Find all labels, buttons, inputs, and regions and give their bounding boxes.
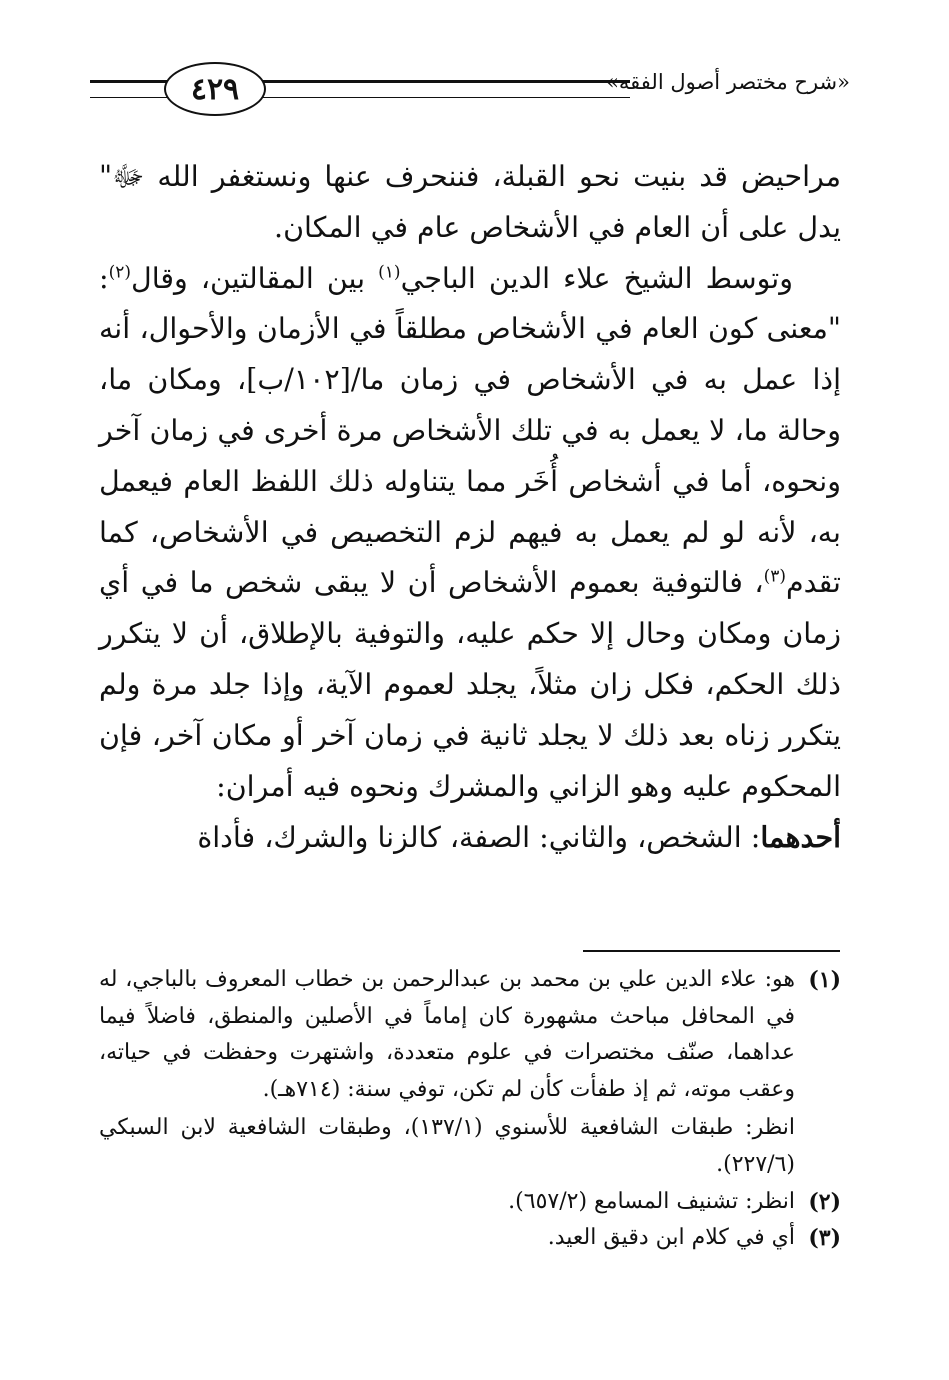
footnote-text [99,962,795,1184]
paragraph-2-part-b: بين المقالتين، وقال [131,261,379,295]
header-rule-left [90,80,168,98]
footnote-body: هو: علاء الدين علي بن محمد بن عبدالرحمن بن خطاب المعروف بالباجي، له في المحافل مباحث مشهورة كان إماماً في الأصلين والمنطق، فاضلاً فيما عداهما، صنّف مختصرات في علوم متعددة، واشتهرت وحفظت في حياته، وعقب موته، ثم إذ طفأت كأن لم تكن، توفي سنة: (٧١٤هـ). [99,967,795,1102]
running-title: «شرح مختصر أصول الفقه» [606,70,850,94]
main-text [99,152,841,864]
footnote-text [99,1184,795,1221]
footnotes [99,962,841,1257]
paragraph-3-rest: : الشخص، والثاني: الصفة، كالزنا والشرك، فأداة [197,821,761,855]
paragraph-3-lead: أحدهما [760,820,841,855]
footnote-text [99,1220,795,1257]
footnote-body: انظر: تشنيف المسامع (٦٥٧/٢). [508,1188,795,1214]
footnote-ref-3[interactable]: (٣) [763,566,787,587]
footnote-number: (٢) [808,1188,841,1215]
footnote-number: (١) [808,967,841,993]
footnote-separator [583,950,840,952]
footnote-ref-1[interactable]: (١) [378,262,401,283]
footnote-1 [99,962,841,1184]
footnote-3 [99,1220,841,1257]
footnote-ref-2[interactable]: (٢) [108,262,132,283]
footnote-body: أي في كلام ابن دقيق العيد. [547,1225,795,1251]
paragraph-2-part-a: وتوسط الشيخ علاء الدين الباجي [400,261,793,295]
footnote-continuation: انظر: طبقات الشافعية للأسنوي (١٣٧/١)، وطبقات الشافعية لابن السبكي (٢٢٧/٦). [99,1115,795,1177]
paragraph-2-part-d: ، فالتوفية بعموم الأشخاص أن لا يبقى شخص ما في أي زمان ومكان وحال إلا حكم عليه، والتوفية بالإطلاق، أن لا يتكرر ذلك الحكم، فكل زان مثلاً، يجلد لعموم الآية، وإذا جلد مرة ولم يتكرر زناه بعد ذلك لا يجلد ثانية في زمان آخر أو مكان آخر، فإن المحكوم عليه وهو الزاني والمشرك ونحوه فيه أمران: [99,566,841,803]
footnote-2 [99,1184,841,1221]
page-header [90,52,850,122]
footnote-number: (٣) [808,1225,841,1252]
paragraph-2-part-c: : "معنى كون العام في الأشخاص مطلقاً في الأزمان والأحوال، أنه إذا عمل به في الأشخاص في زمان ما/[١٠٢/ب]، ومكان ما، وحالة ما، لا يعمل به في تلك الأشخاص مرة أخرى في زمان آخر ونحوه، أما في أشخاص أُخَر مما يتناوله ذلك اللفظ العام فيعمل به، لأنه لو لم يعمل به فيهم لزم التخصيص في الأشخاص، كما تقدم [99,261,841,600]
header-rule-right [258,80,630,98]
paragraph-3 [99,812,841,864]
page-number: ٤٢٩ [164,62,266,116]
paragraph-2 [99,254,841,813]
paragraph-1: مراحيض قد بنيت نحو القبلة، فننحرف عنها ونستغفر الله ﷻ" يدل على أن العام في الأشخاص عام في المكان. [99,160,841,244]
